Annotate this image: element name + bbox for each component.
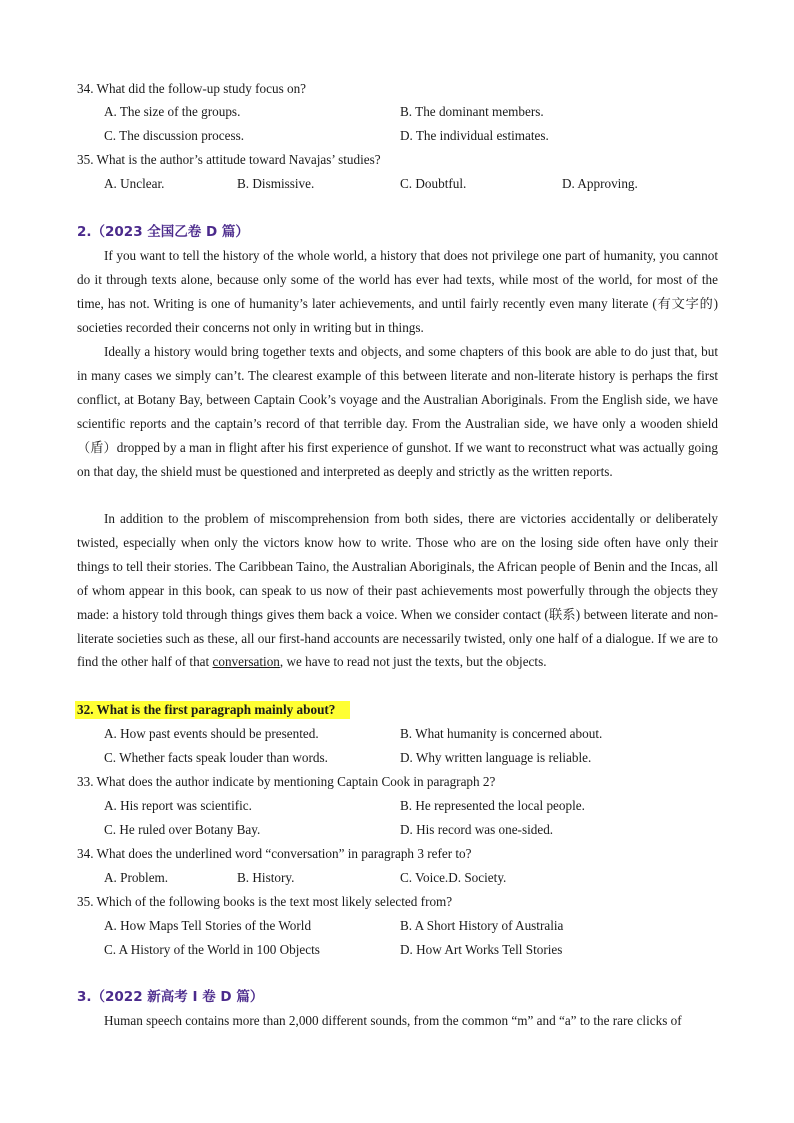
question-33-stem: 33. What does the author indicate by mentioning Captain Cook in paragraph 2? bbox=[77, 774, 496, 789]
option-b: B. History. bbox=[237, 870, 295, 885]
option-b: B. A Short History of Australia bbox=[400, 918, 564, 933]
option-b: B. Dismissive. bbox=[237, 176, 315, 191]
option-b: B. What humanity is concerned about. bbox=[400, 726, 603, 741]
option-c: C. The discussion process. bbox=[104, 128, 245, 143]
option-a: A. How Maps Tell Stories of the World bbox=[104, 918, 312, 933]
section-3-heading bbox=[77, 988, 263, 1007]
question-34-stem: 34. What does the underlined word “conversation” in paragraph 3 refer to? bbox=[77, 846, 472, 861]
option-c-d: C. Voice.D. Society. bbox=[400, 870, 507, 885]
option-c: C. He ruled over Botany Bay. bbox=[104, 822, 261, 837]
option-d: D. How Art Works Tell Stories bbox=[400, 942, 563, 957]
option-c: C. Whether facts speak louder than words. bbox=[104, 750, 328, 765]
question-35-stem: 35. What is the author’s attitude toward Navajas’ studies? bbox=[77, 152, 381, 167]
question-35-stem: 35. Which of the following books is the text most likely selected from? bbox=[77, 894, 453, 909]
section-3-label: 3.（2022 新高考 I 卷 D 篇） bbox=[77, 989, 264, 1005]
option-a: A. Unclear. bbox=[104, 176, 165, 191]
passage-paragraph-3 bbox=[77, 507, 718, 674]
passage-3-first-line: Human speech contains more than 2,000 different sounds, from the common “m” and “a” to the rare clicks of bbox=[104, 1013, 682, 1028]
question-32-stem: 32. What is the first paragraph mainly about? bbox=[77, 702, 336, 717]
section-2-heading bbox=[77, 223, 249, 242]
option-c: C. Doubtful. bbox=[400, 176, 467, 191]
option-b: B. He represented the local people. bbox=[400, 798, 585, 813]
option-d: D. Why written language is reliable. bbox=[400, 750, 592, 765]
option-a: A. His report was scientific. bbox=[104, 798, 252, 813]
option-b: B. The dominant members. bbox=[400, 104, 544, 119]
paragraph-3-text: In addition to the problem of miscomprehension from both sides, there are victories accidentally or deliberately twisted, especially when only the victors know how to write. Those who are on the losing side often have only their things to tell their stories. The Caribbean Taino, the Australian Aboriginals, the African people of Benin and the Incas, all of whom appear in this book, can speak to us now of their past achievements most powerfully through the objects they made: a history told through things gives them back a voice. When we consider contact (联系) between literate and non-literate societies such as these, all our first-hand accounts are necessarily twisted, only one half of a dialogue. If we are to find the other half of that bbox=[77, 511, 718, 670]
option-d: D. The individual estimates. bbox=[400, 128, 549, 143]
option-a: A. How past events should be presented. bbox=[104, 726, 319, 741]
option-d: D. His record was one-sided. bbox=[400, 822, 554, 837]
section-2-label: 2.（2023 全国乙卷 D 篇） bbox=[77, 224, 249, 240]
passage-paragraph-1: If you want to tell the history of the whole world, a history that does not privilege one part of humanity, you cannot do it through texts alone, because only some of the world has ever had texts, while most of the world, for most of the time, has not. Writing is one of humanity’s later achievements, and until fairly recently even many literate (有文字的) societies recorded their concerns not only in writing but in things. bbox=[77, 248, 718, 335]
option-a: A. Problem. bbox=[104, 870, 169, 885]
option-d: D. Approving. bbox=[562, 176, 638, 191]
paragraph-3-end: , we have to read not just the texts, but the objects. bbox=[279, 654, 547, 670]
underlined-word-conversation: conversation bbox=[212, 654, 280, 670]
question-34-stem: 34. What did the follow-up study focus on? bbox=[77, 81, 307, 96]
passage-paragraph-2: Ideally a history would bring together texts and objects, and some chapters of this book are able to do just that, but in many cases we simply can’t. The clearest example of this between literate and non-literate history is perhaps the first conflict, at Botany Bay, between Captain Cook’s voyage and the Australian Aboriginals. From the English side, we have scientific reports and the captain’s record of that terrible day. From the Australian side, we have only a wooden shield （盾）dropped by a man in flight after his first experience of gunshot. If we want to reconstruct what was actually going on that day, the shield must be questioned and interpreted as deeply and strictly as the written reports. bbox=[77, 344, 718, 479]
option-a: A. The size of the groups. bbox=[104, 104, 241, 119]
option-c: C. A History of the World in 100 Objects bbox=[104, 942, 320, 957]
